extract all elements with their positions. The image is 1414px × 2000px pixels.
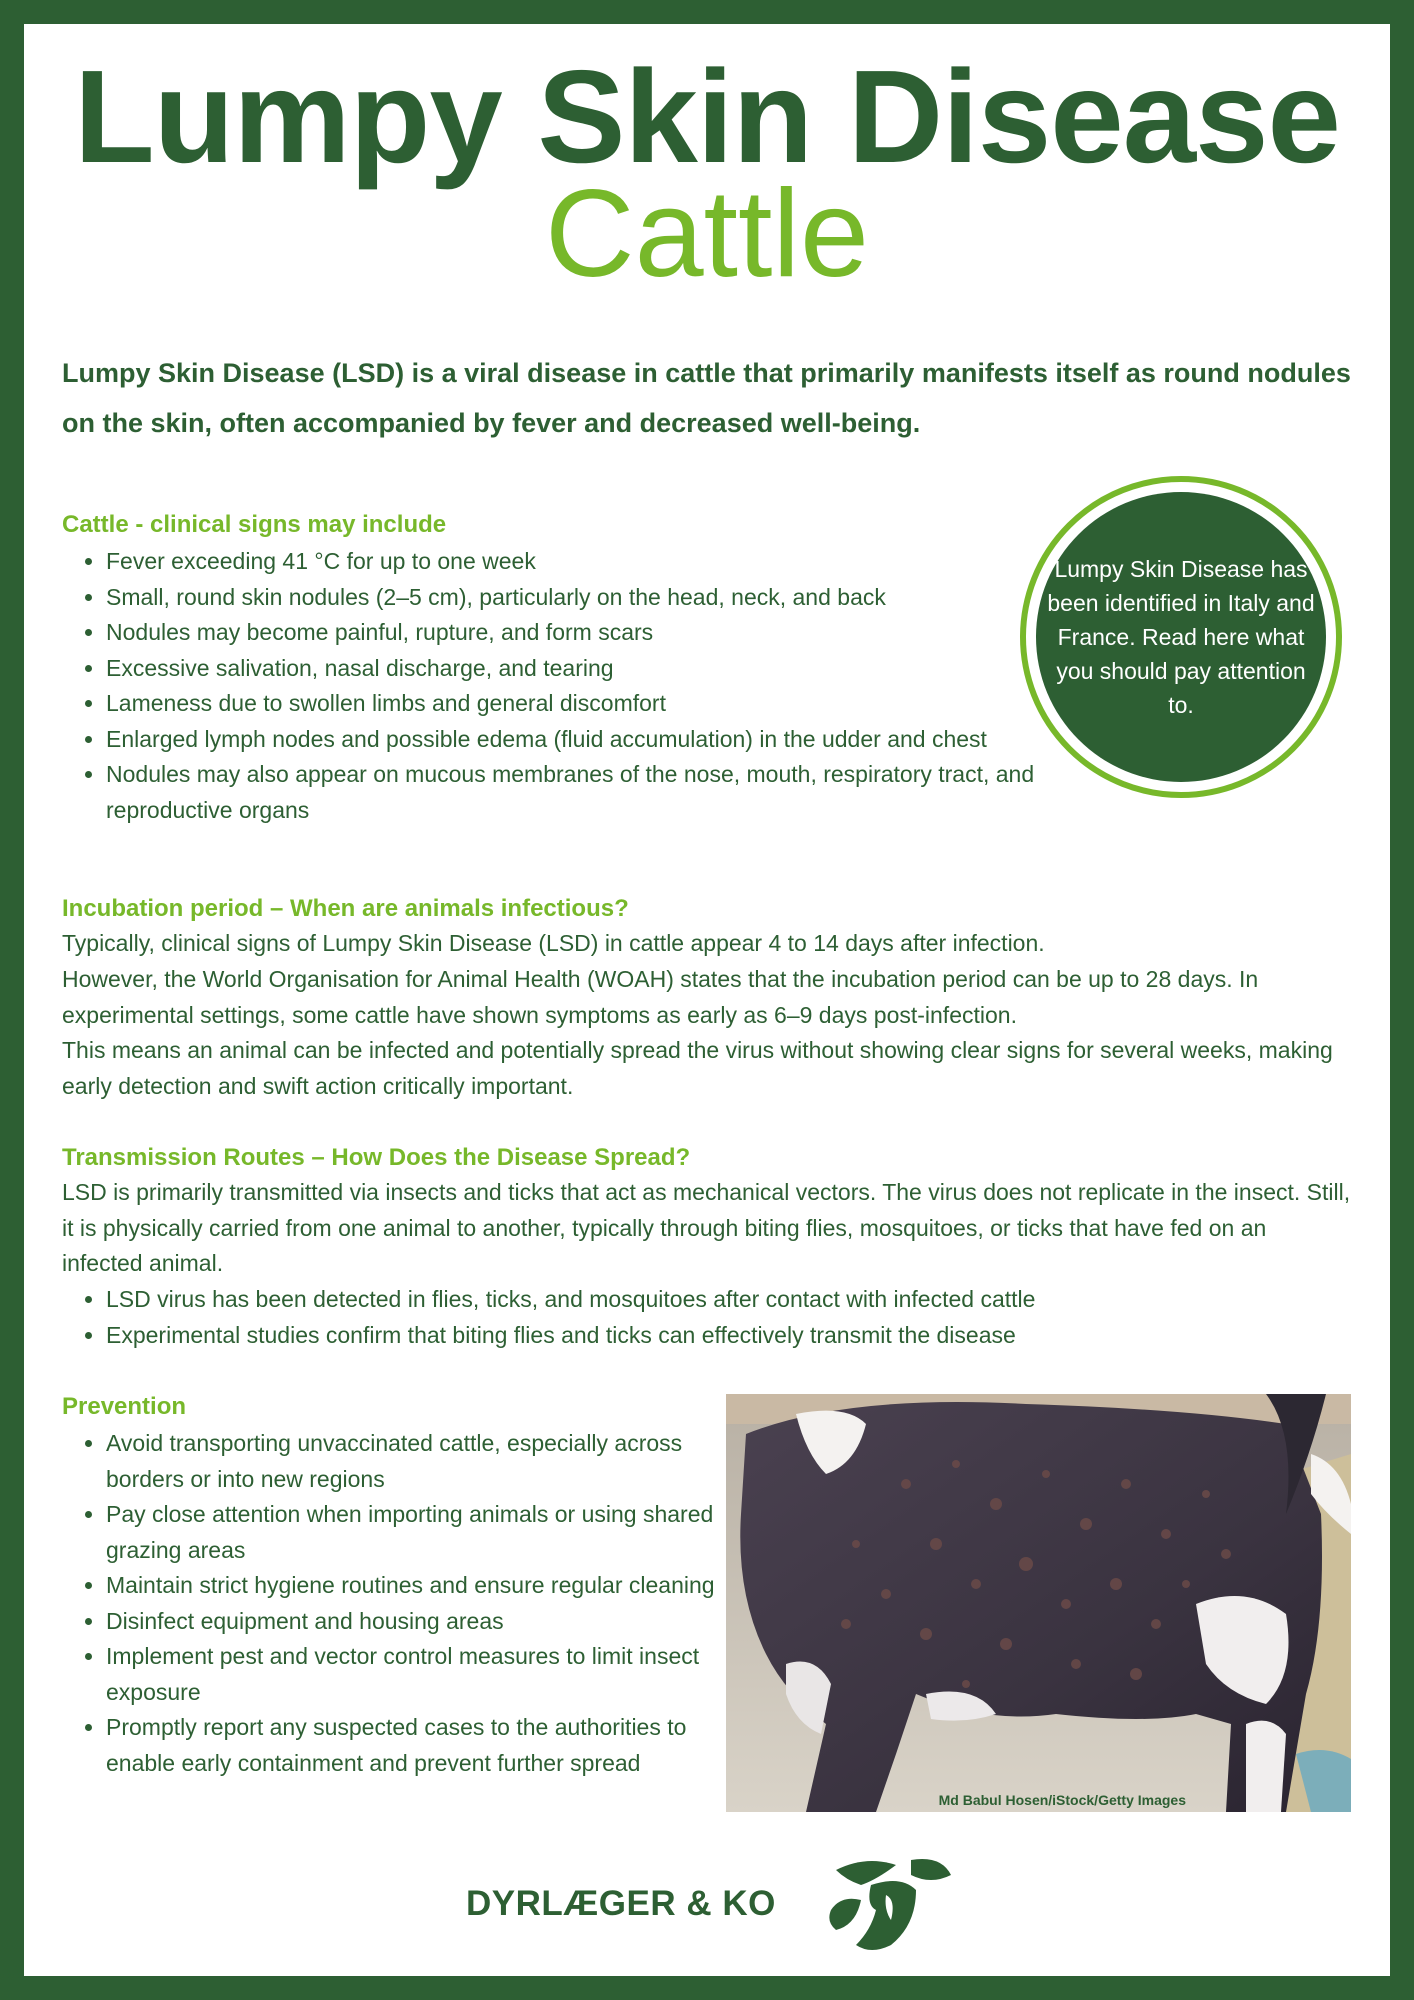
incubation-paragraph-2: However, the World Organisation for Animal Health (WOAH) states that the incubation period can be up to 28 days. In experimental settings, some cattle have shown symptoms as early as 6–9 days post-infection. [62,966,1259,1028]
list-item: • Experimental studies confirm that biting flies and ticks can effectively transmit the disease [106,1318,1356,1354]
cattle-illustration [726,1394,1351,1812]
list-item: • Enlarged lymph nodes and possible edema (fluid accumulation) in the udder and chest [106,722,1066,758]
brand-logo [466,1850,956,1960]
list-item: • Excessive salivation, nasal discharge, and tearing [106,651,1066,687]
list-item: • Disinfect equipment and housing areas [106,1604,726,1640]
intro-paragraph: Lumpy Skin Disease (LSD) is a viral disease in cattle that primarily manifests itself as round nodules on the skin, often accompanied by fever and decreased well-being. [62,358,1351,438]
logo-text: DYRLÆGER & KO [466,1884,776,1923]
cow-head-logo-icon [816,1850,956,1960]
cattle-photo [726,1394,1351,1812]
callout-text: Lumpy Skin Disease has been identified in Italy and France. Read here what you should pay attention to. [1047,556,1315,718]
clinical-signs-list [62,544,1066,828]
list-item: • Implement pest and vector control measures to limit insect exposure [106,1639,726,1710]
list-item: • Avoid transporting unvaccinated cattle, especially across borders or into new regions [106,1426,726,1497]
transmission-paragraph: LSD is primarily transmitted via insects and ticks that act as mechanical vectors. The virus does not replicate in the insect. Still, it is physically carried from one animal to another, typically through biting flies, mosquitoes, or ticks that have fed on an infected animal. [62,1179,1351,1276]
list-item: • Lameness due to swollen limbs and general discomfort [106,686,1066,722]
transmission-heading: Transmission Routes – How Does the Disease Spread? [62,1144,691,1171]
incubation-paragraph-1: Typically, clinical signs of Lumpy Skin Disease (LSD) in cattle appear 4 to 14 days after infection. [62,930,1045,956]
list-item: • Nodules may become painful, rupture, and form scars [106,615,1066,651]
callout-circle [1036,492,1326,782]
list-item: • Pay close attention when importing animals or using shared grazing areas [106,1497,726,1568]
photo-credit: Md Babul Hosen/iStock/Getty Images [938,1792,1186,1808]
poster [24,24,1390,1976]
callout-badge [1020,476,1342,798]
prevention-list [62,1426,726,1781]
page-title: Lumpy Skin Disease [74,43,1340,190]
list-item: • Fever exceeding 41 °C for up to one week [106,544,1066,580]
page-subtitle: Cattle [545,165,869,303]
list-item: • Small, round skin nodules (2–5 cm), particularly on the head, neck, and back [106,580,1066,616]
clinical-signs-heading: Cattle - clinical signs may include [62,511,447,538]
incubation-heading: Incubation period – When are animals infectious? [62,895,629,922]
list-item: • LSD virus has been detected in flies, ticks, and mosquitoes after contact with infected cattle [106,1282,1356,1318]
list-item: • Maintain strict hygiene routines and ensure regular cleaning [106,1568,726,1604]
incubation-paragraph-3: This means an animal can be infected and potentially spread the virus without showing clear signs for several weeks, making early detection and swift action critically important. [62,1037,1333,1099]
transmission-list [62,1282,1356,1353]
list-item: • Promptly report any suspected cases to the authorities to enable early containment and prevent further spread [106,1710,726,1781]
prevention-heading: Prevention [62,1393,187,1420]
list-item: • Nodules may also appear on mucous membranes of the nose, mouth, respiratory tract, and reproductive organs [106,757,1066,828]
